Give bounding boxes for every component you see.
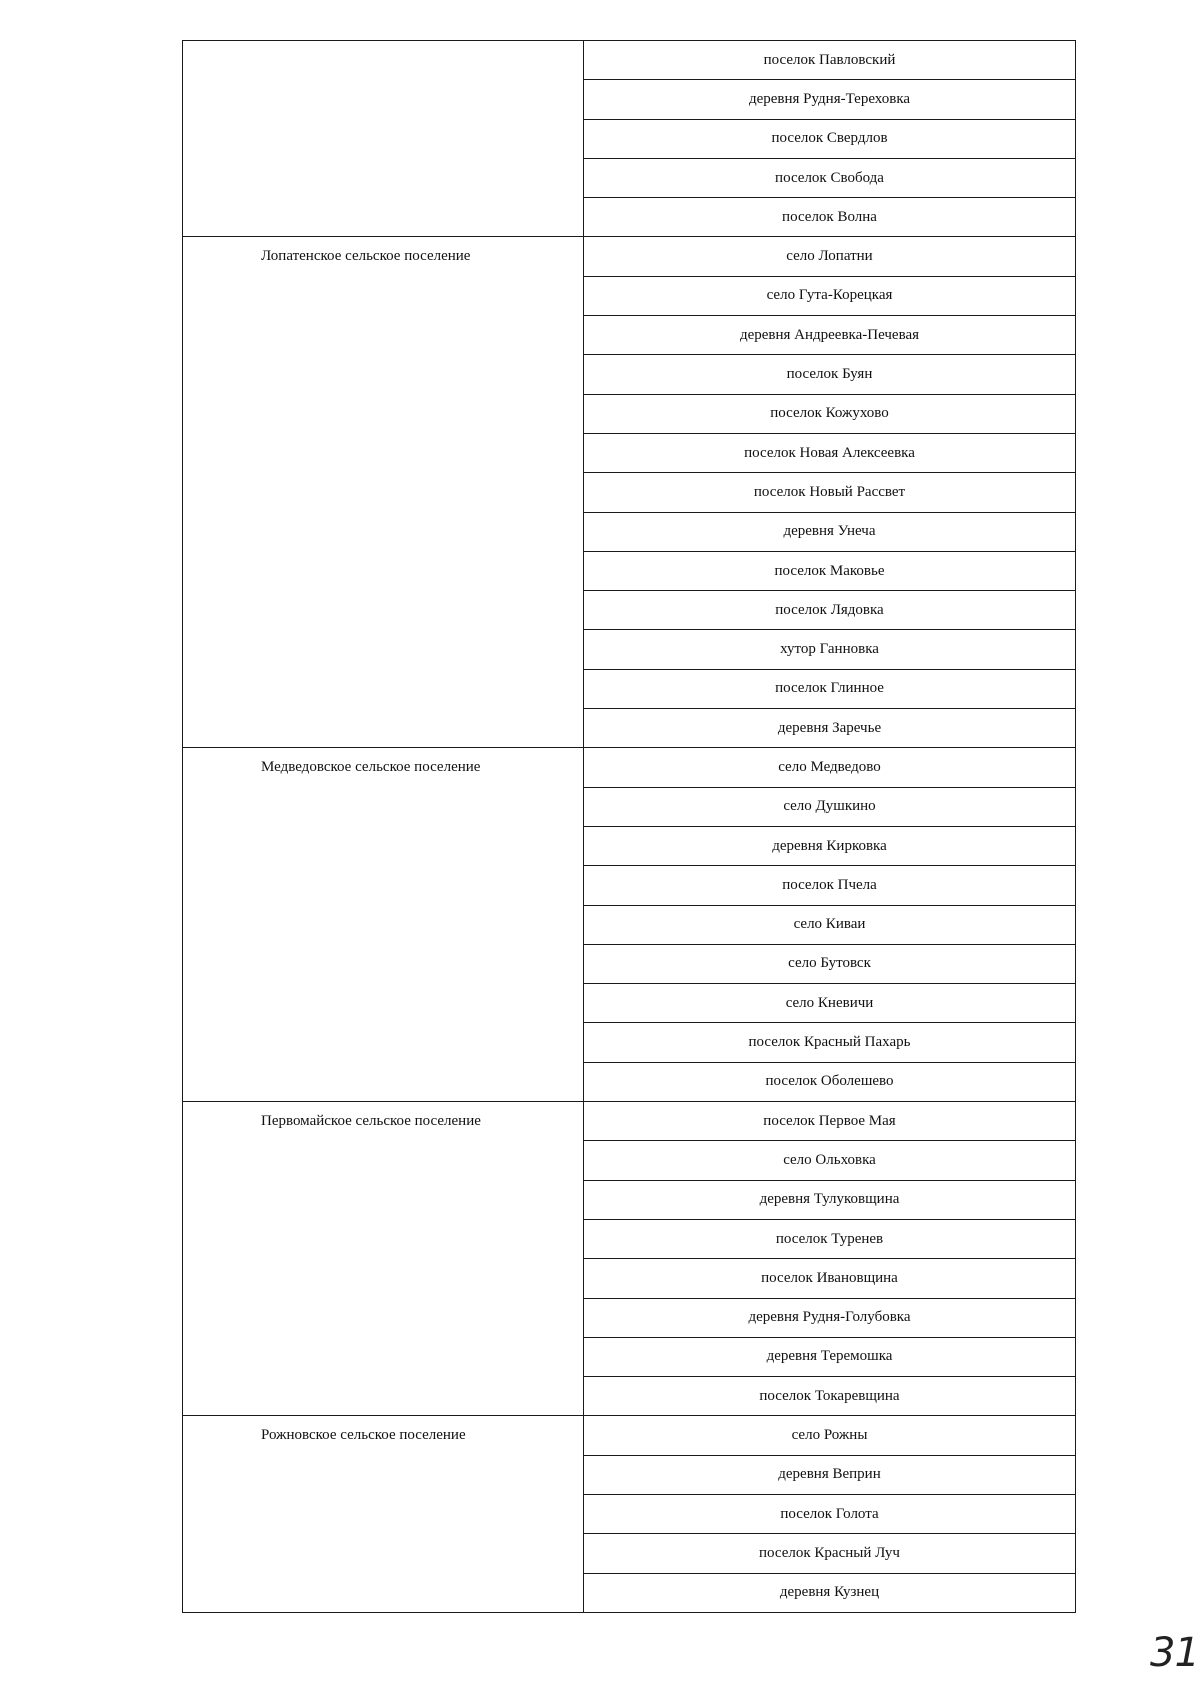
locality-cell: деревня Тулуковщина bbox=[584, 1180, 1076, 1219]
locality-cell: поселок Новый Рассвет bbox=[584, 473, 1076, 512]
locality-cell: деревня Андреевка-Печевая bbox=[584, 316, 1076, 355]
locality-cell: поселок Красный Пахарь bbox=[584, 1023, 1076, 1062]
locality-cell: село Медведово bbox=[584, 748, 1076, 787]
handwritten-page-number: 31 bbox=[1150, 1630, 1199, 1676]
locality-cell: деревня Рудня-Тереховка bbox=[584, 80, 1076, 119]
locality-cell: поселок Лядовка bbox=[584, 591, 1076, 630]
locality-cell: поселок Глинное bbox=[584, 669, 1076, 708]
locality-cell: село Гута-Корецкая bbox=[584, 276, 1076, 315]
table-row bbox=[183, 237, 1076, 276]
locality-cell: поселок Волна bbox=[584, 198, 1076, 237]
locality-cell: поселок Ивановщина bbox=[584, 1259, 1076, 1298]
locality-cell: поселок Голота bbox=[584, 1494, 1076, 1533]
settlement-name: Лопатенское сельское поселение bbox=[261, 248, 471, 265]
locality-cell: деревня Кузнец bbox=[584, 1573, 1076, 1612]
locality-cell: поселок Туренев bbox=[584, 1219, 1076, 1258]
locality-cell: село Душкино bbox=[584, 787, 1076, 826]
locality-cell: село Киваи bbox=[584, 905, 1076, 944]
settlement-cell bbox=[183, 41, 584, 237]
settlement-name: Первомайское сельское поселение bbox=[261, 1113, 481, 1130]
locality-cell: деревня Веприн bbox=[584, 1455, 1076, 1494]
locality-cell: село Ольховка bbox=[584, 1141, 1076, 1180]
locality-cell: деревня Теремошка bbox=[584, 1337, 1076, 1376]
table-row bbox=[183, 1416, 1076, 1455]
table-row bbox=[183, 41, 1076, 80]
locality-cell: деревня Унеча bbox=[584, 512, 1076, 551]
locality-cell: деревня Кирковка bbox=[584, 826, 1076, 865]
settlements-table-body bbox=[183, 41, 1076, 1613]
locality-cell: поселок Павловский bbox=[584, 41, 1076, 80]
locality-cell: село Бутовск bbox=[584, 944, 1076, 983]
locality-cell: поселок Маковье bbox=[584, 551, 1076, 590]
locality-cell: поселок Оболешево bbox=[584, 1062, 1076, 1101]
locality-cell: поселок Буян bbox=[584, 355, 1076, 394]
locality-cell: деревня Заречье bbox=[584, 709, 1076, 748]
locality-cell: поселок Первое Мая bbox=[584, 1102, 1076, 1141]
locality-cell: село Кневичи bbox=[584, 984, 1076, 1023]
locality-cell: поселок Свобода bbox=[584, 158, 1076, 197]
table-row bbox=[183, 1102, 1076, 1141]
locality-cell: поселок Пчела bbox=[584, 866, 1076, 905]
locality-cell: село Рожны bbox=[584, 1416, 1076, 1455]
table-row bbox=[183, 748, 1076, 787]
settlements-table bbox=[182, 40, 1076, 1613]
locality-cell: деревня Рудня-Голубовка bbox=[584, 1298, 1076, 1337]
settlement-cell bbox=[183, 1102, 584, 1416]
settlement-name: Рожновское сельское поселение bbox=[261, 1427, 466, 1444]
settlement-cell bbox=[183, 237, 584, 748]
locality-cell: хутор Ганновка bbox=[584, 630, 1076, 669]
settlement-name bbox=[183, 41, 583, 53]
locality-cell: поселок Свердлов bbox=[584, 119, 1076, 158]
locality-cell: поселок Красный Луч bbox=[584, 1534, 1076, 1573]
settlement-name: Медведовское сельское поселение bbox=[261, 759, 481, 776]
settlement-cell bbox=[183, 1416, 584, 1612]
locality-cell: село Лопатни bbox=[584, 237, 1076, 276]
locality-cell: поселок Токаревщина bbox=[584, 1377, 1076, 1416]
settlement-cell bbox=[183, 748, 584, 1102]
locality-cell: поселок Кожухово bbox=[584, 394, 1076, 433]
locality-cell: поселок Новая Алексеевка bbox=[584, 433, 1076, 472]
